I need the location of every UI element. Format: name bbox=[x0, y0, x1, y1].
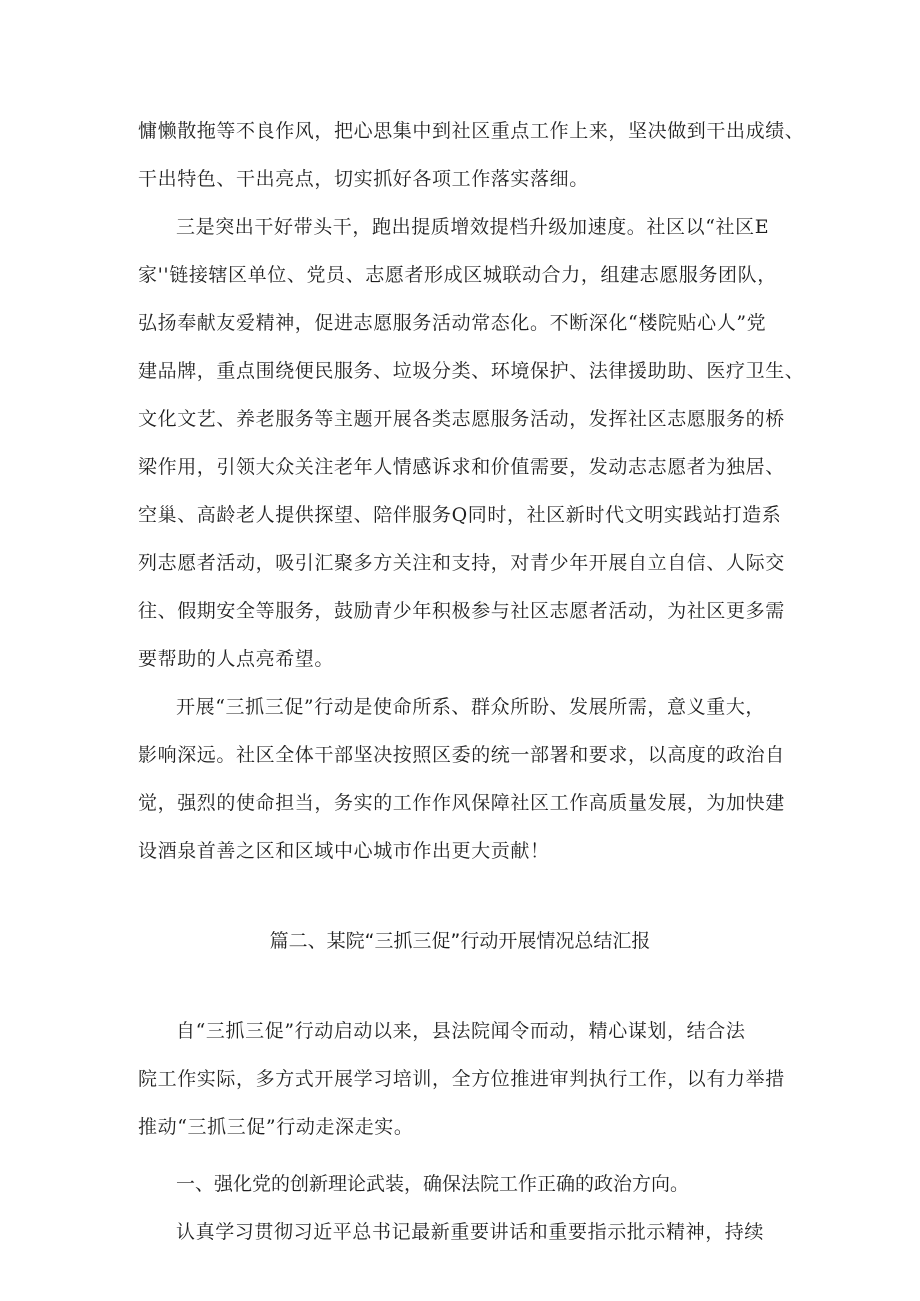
section-title: 篇二、某院“三抓三促”行动开展情况总结汇报 bbox=[269, 930, 651, 952]
paragraph-line: 慵懒散拖等不良作风，把心思集中到社区重点工作上来，坚决做到干出成绩、 bbox=[138, 120, 805, 142]
paragraph-line: 家''链接辖区单位、党员、志愿者形成区城联动合力，组建志愿服务团队， bbox=[138, 264, 777, 286]
paragraph-line: 自“三抓三促”行动启动以来，县法院闻令而动，精心谋划，结合法 bbox=[176, 1020, 746, 1042]
paragraph-line: 文化文艺、养老服务等主题开展各类志愿服务活动，发挥社区志愿服务的桥 bbox=[138, 408, 785, 430]
paragraph-line: 院工作实际，多方式开展学习培训，全方位推进审判执行工作，以有力举措 bbox=[138, 1068, 785, 1090]
paragraph-line: 要帮助的人点亮希望。 bbox=[138, 648, 335, 670]
paragraph-line: 空巢、高龄老人提供探望、陪伴服务Q同时，社区新时代文明实践站打造系 bbox=[138, 504, 782, 526]
paragraph-line: 建品牌，重点围绕便民服务、垃圾分类、环境保护、法律援助助、医疗卫生、 bbox=[138, 360, 805, 382]
paragraph-line: 推动“三抓三促”行动走深走实。 bbox=[138, 1116, 414, 1138]
paragraph-line: 往、假期安全等服务，鼓励青少年积极参与社区志愿者活动，为社区更多需 bbox=[138, 600, 785, 622]
paragraph-line: 弘扬奉献友爱精神，促进志愿服务活动常态化。不断深化“楼院贴心人”党 bbox=[138, 312, 767, 334]
paragraph-line: 列志愿者活动，吸引汇聚多方关注和支持，对青少年开展自立自信、人际交 bbox=[138, 552, 785, 574]
paragraph-line: 设酒泉首善之区和区域中心城市作出更大贡献！ bbox=[138, 840, 550, 862]
paragraph-line: 梁作用，引领大众关注老年人情感诉求和价值需要，发动志志愿者为独居、 bbox=[138, 456, 785, 478]
subheading: 一、强化党的创新理论武装，确保法院工作正确的政治方向。 bbox=[176, 1173, 690, 1195]
paragraph-line: 影响深远。社区全体干部坚决按照区委的统一部署和要求，以高度的政治自 bbox=[138, 744, 785, 766]
paragraph-line: 认真学习贯彻习近平总书记最新重要讲话和重要指示批示精神，持续 bbox=[176, 1221, 765, 1243]
paragraph-line: 三是突出干好带头干，跑出提质增效提档升级加速度。社区以“社区E bbox=[176, 216, 770, 238]
paragraph-line: 觉，强烈的使命担当，务实的工作作风保障社区工作高质量发展，为加快建 bbox=[138, 792, 785, 814]
paragraph-line: 干出特色、干出亮点，切实抓好各项工作落实落细。 bbox=[138, 168, 589, 190]
paragraph-line: 开展“三抓三促”行动是使命所系、群众所盼、发展所需，意义重大， bbox=[176, 696, 766, 718]
